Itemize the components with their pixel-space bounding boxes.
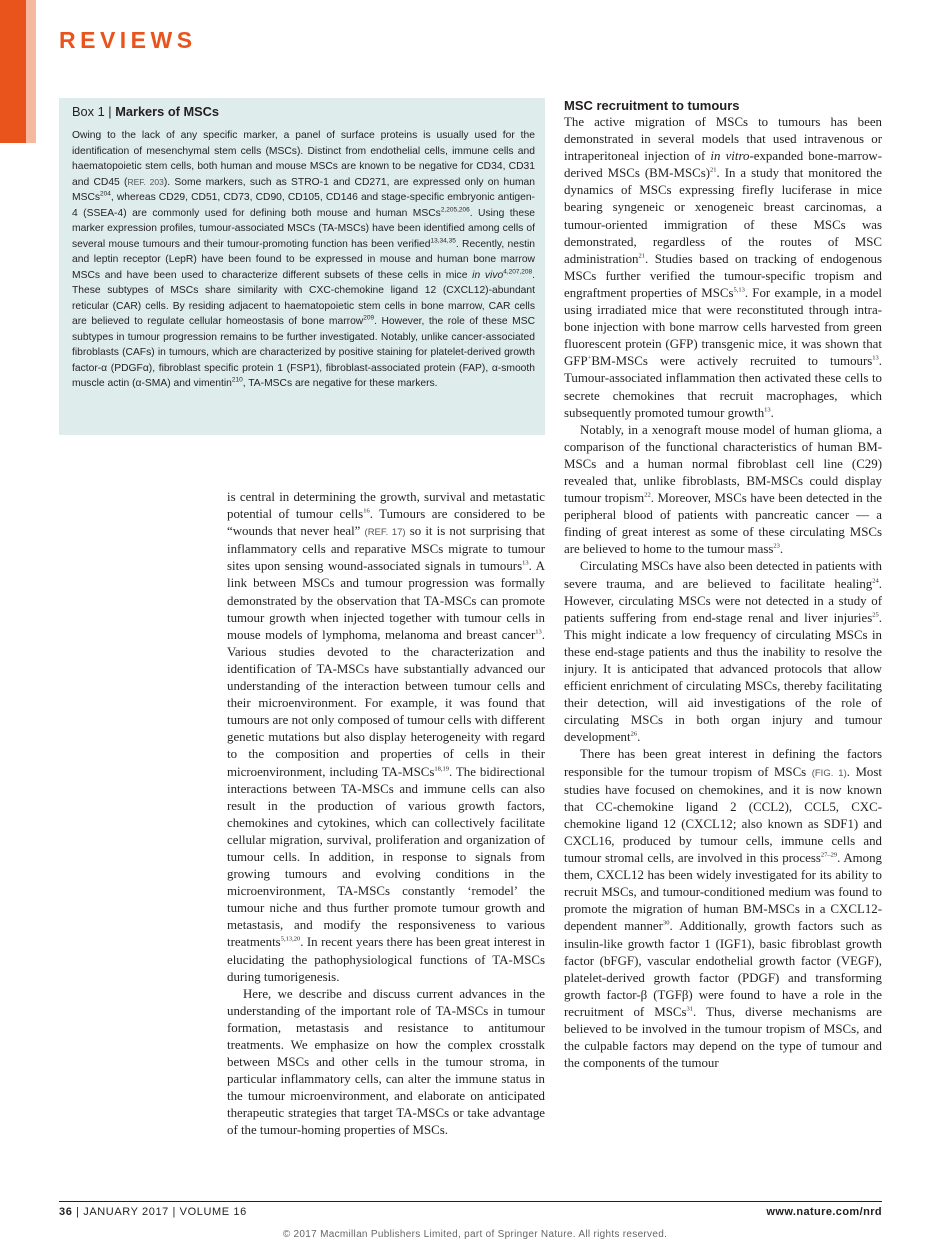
citation: 18,19: [434, 765, 450, 773]
citation: 2,205,206: [440, 206, 470, 214]
citation: 21: [710, 166, 717, 174]
paragraph: Here, we describe and discuss current advances in the understanding of the important role of TA-MSCs in tumour formation, metastasis and resistance to antitumour treatments. We emphasize on how the complex crosstalk between MSCs and other cells in the tumour stroma, in particular inflammatory cells, can alter the immune status in the tumour microenvironment, and elaborate on anticipated therapeutic strategies that target TA-MSCs or take advantage of the tumour-homing properties of MSCs.: [227, 986, 545, 1138]
citation: 13: [872, 355, 879, 363]
section-color-tab-edge: [26, 0, 36, 143]
issue-volume: VOLUME 16: [179, 1206, 247, 1218]
citation: 25: [872, 611, 879, 619]
footer-issue-info: 36 | JANUARY 2017 | VOLUME 16: [59, 1206, 247, 1218]
citation: 13: [535, 628, 542, 636]
box-markers-of-mscs: [59, 98, 545, 435]
issue-date: JANUARY 2017: [83, 1206, 169, 1218]
footer-rule: [59, 1201, 882, 1202]
citation: 13,34,35: [430, 237, 456, 245]
superscript: +: [587, 355, 592, 363]
page-number: 36: [59, 1206, 73, 1218]
citation: 21: [638, 252, 645, 260]
journal-url[interactable]: www.nature.com/nrd: [766, 1206, 882, 1218]
paragraph: Circulating MSCs have also been detected in patients with severe trauma, and are believed to facilitate healing$^{24}$. However, circulating MSCs were not detected in a study of patients suffering from end-stage renal and liver injuries$^{25}$. This might indicate a low frequency of circulating MSCs in these end-stage patients and thus the inability to resolve the injury. It is anticipated that advanced protocols that allow efficient enrichment of circulating MSCs, thereby facilitating their detection, will aid investigations of the role of circulating MSCs in both organ injury and tumour development$^{26}$.: [564, 559, 882, 745]
citation: 13: [522, 560, 529, 568]
reference-link[interactable]: REF. 203: [127, 176, 164, 187]
citation: 23: [773, 543, 780, 551]
citation: 26: [630, 731, 638, 739]
citation: 16: [363, 507, 370, 515]
citation: 209: [363, 314, 375, 322]
citation: 30: [662, 920, 670, 928]
citation: 4,207,208: [503, 268, 533, 276]
paragraph: Notably, in a xenograft mouse model of human glioma, a comparison of the functional characteristics of human BM-MSCs and a human normal fibroblast cell line (C29) revealed that, unlike fibroblasts, BM-MSCs could display tumour tropism$^{22}$. Moreover, MSCs have been detected in the peripheral blood of patients with pancreatic cancer — a finding of great interest as some of these circulating MSCs are believed to home to the tumour mass$^{23}$.: [564, 422, 882, 557]
citation: 27–29: [820, 851, 838, 859]
box-body: Owing to the lack of any specific marker, a panel of surface proteins is usually used for the identification of mesenchymal stem cells (MSCs). Distinct from endothelial cells, immune cells and haematopoietic stem cells, both human and mouse MSCs are known to be negative for CD34, CD31 and CD45 (REF. 203). Some markers, such as STRO-1 and CD271, are expressed only on human MSCs$^{204}$, whereas CD29, CD51, CD73, CD90, CD105, CD146 and stage-specific embryonic antigen-4 (SSEA-4) are commonly used for defining both mouse and human MSCs$^{2,205,206}$. Using these marker expression profiles, tumour-associated MSCs (TA-MSCs) have been identified among cells of several mouse tumours and their tumour-promoting function has been verified$^{13,34,35}$. Recently, nestin and leptin receptor (LepR) have been found to be expressed in mouse and human bone marrow MSCs and have been used to characterize different subsets of these cells in mice in vivo$^{4,207,208}$. These subtypes of MSCs share similarity with CXC-chemokine ligand 12 (CXCL12)-abundant reticular (CAR) cells. By residing adjacent to haematopoietic stem cells in bone marrow, CAR cells are believed to regulate cellular homeostasis of bone marrow$^{209}$. However, the role of these MSC subtypes in tumour progression remains to be further investigated. Notably, unlike cancer-associated fibroblasts (CAFs) in tumours, which are characterized by positive staining for platelet-derived growth factor-α (PDGFα), fibroblast specific protein 1 (FSP1), fibroblast-associated protein (FAP), α-smooth muscle actin (α-SMA) and vimentin$^{210}$, TA-MSCs are negative for these markers.: [72, 130, 536, 389]
left-column: [227, 489, 545, 1140]
paragraph: The active migration of MSCs to tumours has been demonstrated in several models that used intravenous or intraperitoneal injection of in vitro-expanded bone-marrow-derived MSCs (BM-MSCs)$^{21}$. In a study that monitored the dynamics of MSCs expressing firefly luciferase in mice bearing syngeneic or xenogeneic breast carcinomas, a tumour-oriented immigration of these MSCs was demonstrated, regardless of the routes of MSC administration$^{21}$. Studies based on tracking of endogenous MSCs further verified the tumour-specific tropism and engraftment properties of MSCs$^{5,13}$. For example, in a model using irradiated mice that were reconstituted through intra-bone injection with bone marrow cells harvested from green fluorescent protein (GFP) transgenic mice, it was shown that GFP+BM-MSCs were actively recruited to tumours$^{13}$. Tumour-associated inflammation then activated these cells to secrete chemokines that recruit macrophages, which subsequently promoted tumour growth$^{13}$.: [564, 115, 883, 420]
citation: 5,13,20: [280, 936, 301, 944]
citation: 24: [872, 577, 879, 585]
figure-reference-link[interactable]: (FIG. 1): [811, 767, 847, 779]
citation: 31: [686, 1005, 694, 1013]
citation: 13: [764, 406, 771, 414]
citation: 210: [231, 376, 243, 384]
copyright-notice: © 2017 Macmillan Publishers Limited, part of Springer Nature. All rights reserved.: [282, 1229, 668, 1240]
paragraph: There has been great interest in defining the factors responsible for the tumour tropism of MSCs (FIG. 1). Most studies have focused on chemokines, and it is now known that CC-chemokine ligand 2 (CCL2), CCL5, CXC-chemokine ligand 12 (CXCL12; also known as SDF1) and CXCL16, produced by tumour cells, immune cells and tumour stromal cells, are involved in this process$^{27-29}$. Among them, CXCL12 has been widely investigated for its ability to recruit MSCs, and tumour-conditioned medium was found to promote the migration of human BM-MSCs in a CXCL12-dependent manner$^{30}$. Additionally, growth factors such as insulin-like growth factor 1 (IGF1), basic fibroblast growth factor (bFGF), vascular endothelial growth factor (VEGF), platelet-derived growth factor (PDGF) and transforming growth factor-β (TGFβ) were found to have a role in the recruitment of MSCs$^{31}$. Thus, diverse mechanisms are believed to be involved in the tumour tropism of MSCs, and the culpable factors may depend on the type of tumour and the components of the tumour: [564, 747, 882, 1071]
citation: 22: [644, 491, 651, 499]
right-column: [564, 97, 882, 1072]
reference-link[interactable]: (REF. 17): [364, 527, 406, 539]
citation: 5,13: [733, 286, 745, 294]
section-label: REVIEWS: [59, 27, 197, 53]
box-title: [72, 104, 535, 120]
box-title-separator: |: [108, 104, 112, 119]
box-label: Box 1: [72, 104, 105, 119]
box-title-text: Markers of MSCs: [115, 104, 220, 119]
citation: 204: [100, 190, 111, 198]
section-color-tab: [0, 0, 26, 143]
section-heading: MSC recruitment to tumours: [564, 98, 740, 113]
paragraph: is central in determining the growth, survival and metastatic potential of tumour cells$^{16}$. Tumours are considered to be “wounds that never heal” (REF. 17) so it is not surprising that inflammatory cells and reparative MSCs migrate to tumour sites upon sensing wound-associated signals in tumours$^{13}$. A link between MSCs and tumour progression was formally demonstrated by the observation that TA-MSCs can promote tumour growth when injected together with tumour cells in mouse models of lymphoma, melanoma and breast cancer$^{13}$. Various studies devoted to the characterization and identification of TA-MSCs have substantially advanced our understanding of the interaction between tumour cells and their microenvironment. For example, it was found that tumours are not only composed of tumour cells with different genetic mutations but also display heterogeneity with regard to the composition and properties of cells in their microenvironment, including TA-MSCs$^{18,19}$. The bidirectional interactions between TA-MSCs and immune cells can also result in the production of various growth factors, chemokines and cytokines, which can collectively facilitate cellular migration, survival, proliferation and organization of tumour cells. In addition, in response to signals from growing tumours and evolving conditions in the microenvironment, TA-MSCs constantly ‘remodel’ the tumour niche and thus further promote tumour growth and metastasis, and modify the responsiveness to various treatments$^{5,13,20}$. In recent years there has been great interest in elucidating the pathophysiological functions of TA-MSCs during tumorigenesis.: [227, 490, 545, 984]
